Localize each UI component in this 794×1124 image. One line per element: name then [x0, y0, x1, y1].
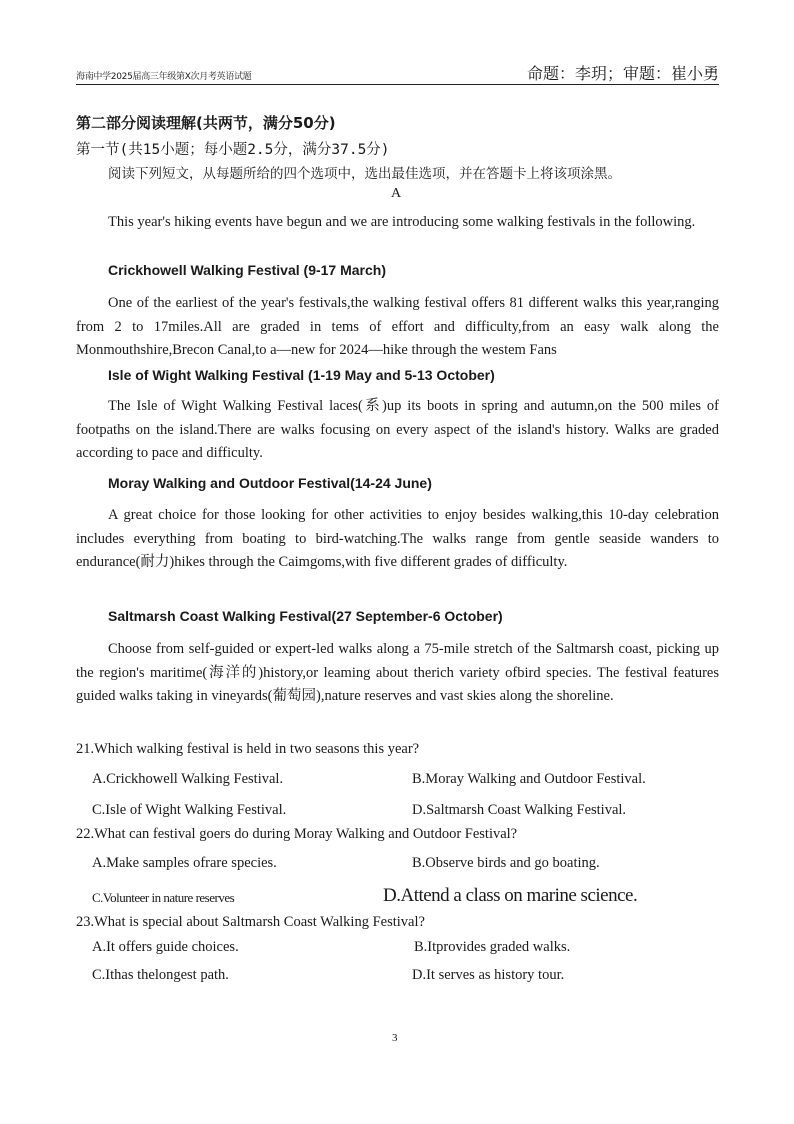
page-number: 3 — [392, 1032, 398, 1044]
page-header — [76, 64, 719, 85]
passage-letter: A — [391, 186, 402, 201]
festival-title: Crickhowell Walking Festival (9-17 March) — [108, 262, 387, 278]
option-a: A.It offers guide choices. — [92, 939, 239, 955]
instruction-text: 阅读下列短文，从每题所给的四个选项中，选出最佳选项，并在答题卡上将该项涂黑。 — [108, 166, 621, 182]
option-a: A.Make samples ofrare species. — [92, 855, 277, 871]
question-stem: 23.What is special about Saltmarsh Coast Walking Festival? — [76, 914, 425, 930]
option-b: B.Moray Walking and Outdoor Festival. — [412, 771, 646, 787]
festival-description: Choose from self-guided or expert-led walks along a 75-mile stretch of the Saltmarsh coast, picking up the region's maritime(海洋的)history,or leaming about therich variety ofbird species. The festival features guided walks taking in vineyards(葡萄园),nature reserves and vast skies along the shoreline. — [76, 641, 719, 704]
option-d: D.Saltmarsh Coast Walking Festival. — [412, 802, 627, 818]
festival-title: Moray Walking and Outdoor Festival(14-24 June) — [108, 475, 432, 491]
festival-description: One of the earliest of the year's festivals,the walking festival offers 81 different walks this year,ranging from 2 to 17miles.All are graded in tems of effort and difficulty,from an easy walk along the Monmouthshire,Brecon Canal,to a—new for 2024—hike through the westem Fans — [76, 295, 719, 358]
section-title: 第一节(共15小题；每小题2.5分，满分37.5分) — [76, 142, 390, 158]
option-a: A.Crickhowell Walking Festival. — [92, 771, 284, 787]
option-c: C.Volunteer in nature reserves — [92, 890, 235, 905]
header-school-title: 海南中学2025届高三年级第X次月考英语试题 — [76, 72, 252, 82]
question-stem: 22.What can festival goers do during Moray Walking and Outdoor Festival? — [76, 826, 518, 842]
festival-title: Isle of Wight Walking Festival (1-19 May and 5-13 October) — [108, 367, 495, 383]
option-c: C.Ithas thelongest path. — [92, 967, 229, 983]
option-c: C.Isle of Wight Walking Festival. — [92, 802, 287, 818]
question-stem: 21.Which walking festival is held in two seasons this year? — [76, 741, 420, 757]
option-d: D.It serves as history tour. — [412, 967, 565, 983]
intro-paragraph: This year's hiking events have begun and we are introducing some walking festivals in the following. — [108, 214, 696, 230]
option-d: D.Attend a class on marine science. — [383, 885, 638, 906]
festival-description: The Isle of Wight Walking Festival laces(系)up its boots in spring and autumn,on the 500 miles of footpaths on the island.There are walks focusing on every aspect of the island's history. Walks are graded according to pace and difficulty. — [76, 398, 719, 461]
part-title: 第二部分阅读理解(共两节，满分50分) — [76, 114, 336, 132]
option-b: B.Observe birds and go boating. — [412, 855, 600, 871]
header-authors: 命题：李玥；审题：崔小勇 — [526, 64, 719, 83]
option-b: B.Itprovides graded walks. — [414, 939, 571, 955]
festival-title: Saltmarsh Coast Walking Festival(27 September-6 October) — [108, 608, 503, 624]
festival-description: A great choice for those looking for other activities to enjoy besides walking,this 10-day celebration includes everything from boating to bird-watching.The walks range from gentle seaside wanders to endurance(耐力)hikes through the Caimgoms,with five different grades of difficulty. — [76, 507, 719, 570]
